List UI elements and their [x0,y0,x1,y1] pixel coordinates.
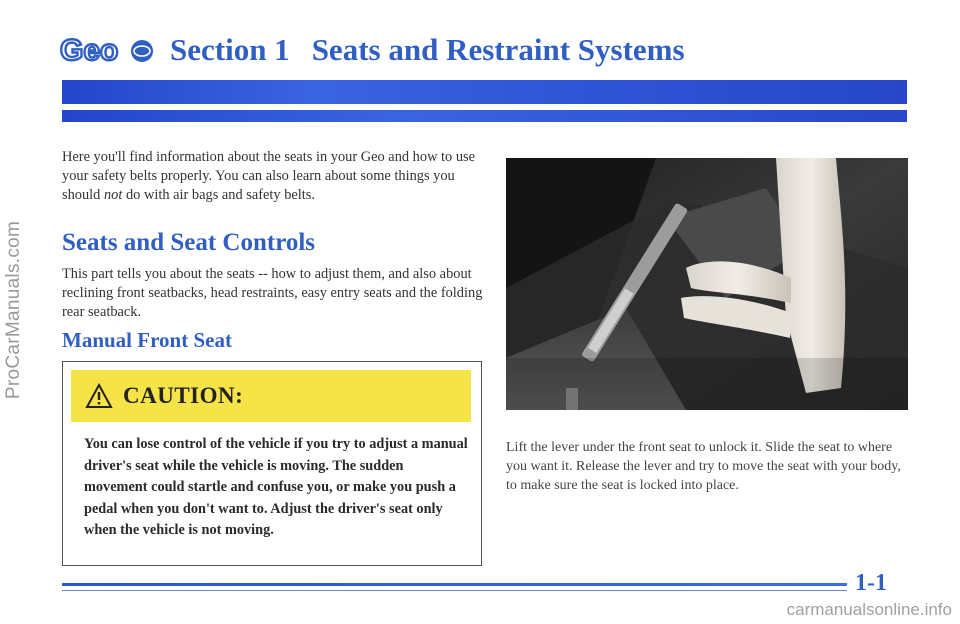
section-number: Section 1 [170,32,290,67]
intro-text-end: do with air bags and safety belts. [122,187,316,203]
caution-text: You can lose control of the vehicle if you try to adjust a manual driver's seat while the vehicle is moving. The sudden movement could startle and confuse you, or make you push a pedal when you don't want to. Adjust the driver's seat only when the vehicle is not moving. [84,436,468,538]
intro-paragraph [62,148,482,205]
seats-paragraph: This part tells you about the seats -- how to adjust them, and also about reclining front seatbacks, head restraints, easy entry seats and the folding rear seatback. [62,266,483,320]
manual-seat-heading: Manual Front Seat [62,328,232,352]
geo-logo [60,35,160,65]
section-title [170,32,685,68]
caution-header [71,370,471,422]
warning-triangle-icon [85,383,113,409]
side-watermark [2,40,26,580]
caution-label: CAUTION: [123,383,244,408]
footer-rule [62,583,847,586]
caution-box [62,361,482,566]
seats-heading: Seats and Seat Controls [62,229,316,256]
intro-emphasis: not [103,187,123,203]
intro-text: Here you'll find information about the seats in your Geo and how to use your safety belts properly. You can also learn about some things you should [62,149,476,203]
page-number: 1-1 [855,570,887,596]
bottom-watermark: carmanualsonline.info [786,600,952,619]
header-band-thin [62,110,907,122]
side-watermark-text: ProCarManuals.com [3,220,24,400]
section-name: Seats and Restraint Systems [311,32,685,67]
svg-text:Geo: Geo [60,35,119,65]
seat-lever-photo [506,158,908,410]
footer-rule-thin [62,590,847,591]
page-header [60,28,685,72]
photo-caption: Lift the lever under the front seat to unlock it. Slide the seat to where you want it. Release the lever and try to move the seat with your body, to make sure the seat is locked into place. [506,440,901,493]
header-band-thick [62,80,907,104]
seat-lever-illustration [506,158,908,410]
